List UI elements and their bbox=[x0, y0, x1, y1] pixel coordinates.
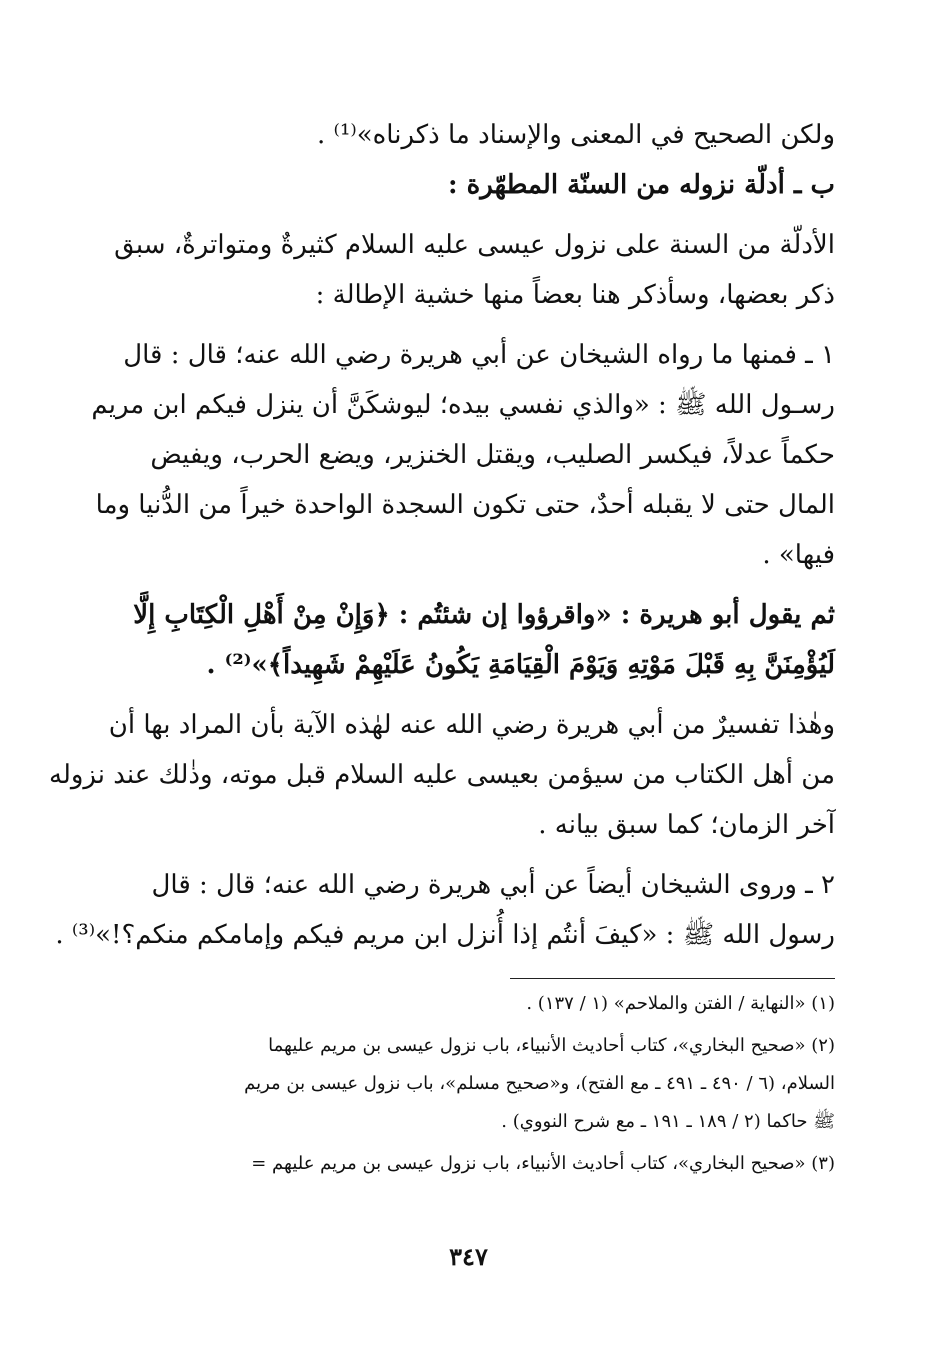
main-text bbox=[49, 110, 835, 960]
footnote-line: (١) «النهاية / الفتن والملاحم» (١ / ١٣٧) . bbox=[526, 993, 835, 1014]
text-line: رسول الله ﷺ : «كيفَ أنتُم إذا أُنزل ابن مريم فيكم وإمامكم منكم؟!»⁽³⁾ . bbox=[55, 920, 835, 950]
quran-quote-line: لَيُؤْمِنَنَّ بِهِ قَبْلَ مَوْتِهِ وَيَوْمَ الْقِيَامَةِ يَكُونُ عَلَيْهِمْ شَهِيداً﴾»⁽²⁾ . bbox=[206, 650, 835, 680]
text-line: من أهل الكتاب من سيؤمن بعيسى عليه السلام قبل موته، وذٰلك عند نزوله bbox=[49, 760, 835, 790]
text-line: الأدلّة من السنة على نزول عيسى عليه السلام كثيرةٌ ومتواترةٌ، سبق bbox=[114, 230, 835, 260]
text-line: حكماً عدلاً، فيكسر الصليب، ويقتل الخنزير، ويضع الحرب، ويفيض bbox=[150, 440, 835, 470]
footnote-line: السلام، (٦ / ٤٩٠ ـ ٤٩١ ـ مع الفتح)، و«صحيح مسلم»، باب نزول عيسى بن مريم bbox=[244, 1073, 835, 1094]
text-line: المال حتى لا يقبله أحدٌ، حتى تكون السجدة الواحدة خيراً من الدُّنيا وما bbox=[95, 490, 835, 520]
footnote-line: (٣) «صحيح البخاري»، كتاب أحاديث الأنبياء، باب نزول عيسى بن مريم عليهم = bbox=[251, 1153, 835, 1174]
text-line: ذكر بعضها، وسأذكر هنا بعضاً منها خشية الإطالة : bbox=[315, 280, 835, 310]
text-line: رسـول الله ﷺ : «والذي نفسي بيده؛ ليوشكَنَّ أن ينزل فيكم ابن مريم bbox=[91, 390, 835, 420]
text-line: فيها» . bbox=[762, 540, 835, 570]
text-line: ولكن الصحيح في المعنى والإسناد ما ذكرناه»⁽¹⁾ . bbox=[317, 120, 835, 150]
footnote-line: ﷺ حاكما (٢ / ١٨٩ ـ ١٩١ ـ مع شرح النووي) . bbox=[501, 1111, 835, 1132]
page-number: ٣٤٧ bbox=[449, 1242, 488, 1271]
text-line: آخر الزمان؛ كما سبق بيانه . bbox=[538, 810, 835, 840]
footnote-separator bbox=[510, 978, 835, 979]
quran-quote-line: ثم يقول أبو هريرة : «واقرؤوا إن شئتُم : ﴿وَإِنْ مِنْ أَهْلِ الْكِتَابِ إِلَّا bbox=[133, 600, 835, 630]
text-line: ١ ـ فمنها ما رواه الشيخان عن أبي هريرة رضي الله عنه؛ قال : قال bbox=[123, 340, 835, 370]
footnote-line: (٢) «صحيح البخاري»، كتاب أحاديث الأنبياء، باب نزول عيسى بن مريم عليهما bbox=[268, 1035, 835, 1056]
section-heading: ب ـ أدلّة نزوله من السنّة المطهّرة : bbox=[447, 170, 835, 200]
footnotes bbox=[102, 985, 835, 1183]
text-line: وهٰذا تفسيرٌ من أبي هريرة رضي الله عنه لهٰذه الآية بأن المراد بها أن bbox=[108, 710, 835, 740]
text-line: ٢ ـ وروى الشيخان أيضاً عن أبي هريرة رضي الله عنه؛ قال : قال bbox=[151, 870, 835, 900]
